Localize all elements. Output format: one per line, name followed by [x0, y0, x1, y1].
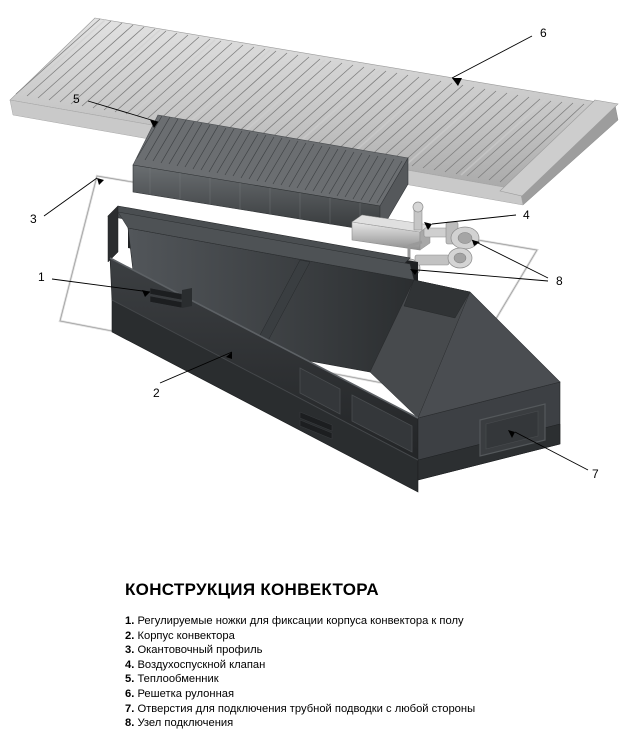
legend-item-number: 2.	[125, 629, 135, 642]
legend-item-number: 5.	[125, 673, 135, 686]
list-item	[125, 672, 625, 687]
callout-6: 6	[540, 26, 547, 40]
convector-body	[108, 206, 560, 492]
legend-item-number: 1.	[125, 615, 135, 627]
callout-7: 7	[592, 467, 599, 481]
legend-item-text: Воздухоспускной клапан	[137, 658, 266, 671]
legend-item-number: 7.	[125, 702, 135, 715]
legend-item-number: 6.	[125, 687, 135, 700]
list-item	[125, 658, 625, 673]
air-vent-valve	[413, 202, 423, 212]
legend-item-text: Узел подключения	[137, 717, 234, 730]
legend-item-text: Решетка рулонная	[137, 687, 235, 700]
callout-5: 5	[73, 92, 80, 106]
legend-item-text: Теплообменник	[137, 673, 219, 686]
legend-item-number: 3.	[125, 644, 135, 657]
legend-item-text: Окантовочный профиль	[137, 644, 263, 657]
callout-3: 3	[30, 212, 37, 226]
legend-block	[0, 580, 625, 731]
callout-2: 2	[153, 386, 160, 400]
legend-item-number: 4.	[125, 658, 135, 671]
legend-item-number: 8.	[125, 717, 135, 730]
callout-1: 1	[38, 270, 45, 284]
list-item	[125, 687, 625, 702]
list-item	[125, 614, 625, 629]
legend-item-text: Регулируемые ножки для фиксации корпуса конвектора к полу	[137, 615, 464, 627]
legend-title: КОНСТРУКЦИЯ КОНВЕКТОРА	[125, 580, 379, 599]
legend-list	[0, 614, 625, 731]
legend-item-text: Корпус конвектора	[137, 629, 235, 642]
legend-item-text: Отверстия для подключения трубной подводки с любой стороны	[137, 702, 476, 715]
callout-4: 4	[523, 208, 530, 222]
callout-8: 8	[556, 274, 563, 288]
list-item	[125, 629, 625, 644]
list-item	[125, 643, 625, 658]
list-item	[125, 716, 625, 731]
list-item	[125, 702, 625, 717]
